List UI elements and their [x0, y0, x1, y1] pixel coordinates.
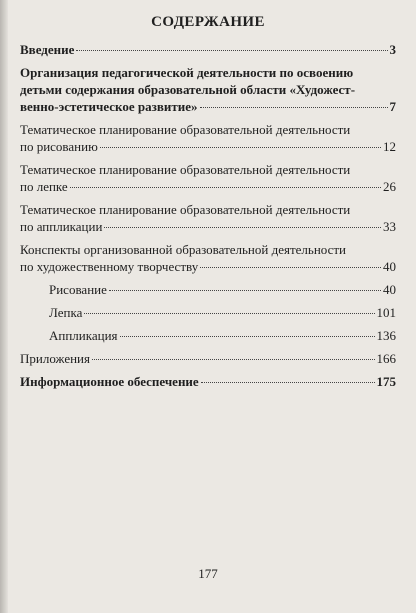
- toc-entry: [20, 241, 396, 275]
- toc-entry-line: [20, 241, 396, 258]
- toc-entry-line: [20, 373, 396, 390]
- toc-entry-title: детьми содержания образовательной области «Художест-: [20, 82, 356, 97]
- toc-entry: [20, 350, 396, 367]
- toc-entry-page: 101: [376, 305, 396, 320]
- dot-leader: [76, 50, 387, 51]
- toc-entry-title: по художественному творчеству: [20, 259, 199, 274]
- toc-entry-line: [20, 258, 396, 275]
- dot-leader: [109, 290, 381, 291]
- table-of-contents: [20, 41, 396, 390]
- dot-leader: [201, 382, 375, 383]
- toc-entry-title: Аппликация: [49, 328, 118, 343]
- toc-entry-page: 175: [376, 374, 396, 389]
- toc-entry-title: Лепка: [49, 305, 83, 320]
- toc-entry-title: Приложения: [20, 351, 90, 366]
- dot-leader: [100, 147, 381, 148]
- toc-entry-line: [20, 98, 396, 115]
- toc-entry-page: 26: [383, 179, 396, 194]
- toc-entry: [20, 373, 396, 390]
- dot-leader: [84, 313, 374, 314]
- toc-entry-page: 136: [376, 328, 396, 343]
- toc-entry: [20, 121, 396, 155]
- toc-entry-line: [20, 218, 396, 235]
- toc-entry-line: [49, 281, 396, 298]
- toc-entry: [20, 281, 396, 298]
- toc-entry: [20, 327, 396, 344]
- dot-leader: [120, 336, 375, 337]
- dot-leader: [104, 227, 381, 228]
- toc-entry-page: 7: [389, 99, 396, 114]
- toc-entry-page: 40: [383, 282, 396, 297]
- toc-entry: [20, 64, 396, 115]
- contents-page: [20, 14, 396, 396]
- toc-entry-line: [20, 201, 396, 218]
- toc-entry-line: [49, 304, 396, 321]
- toc-entry-page: 33: [383, 219, 396, 234]
- dot-leader: [200, 107, 388, 108]
- toc-entry-page: 40: [383, 259, 396, 274]
- toc-entry: [20, 201, 396, 235]
- toc-entry-line: [20, 138, 396, 155]
- toc-entry-title: по лепке: [20, 179, 68, 194]
- toc-entry-line: [20, 41, 396, 58]
- toc-entry-line: [49, 327, 396, 344]
- page-title: СОДЕРЖАНИЕ: [151, 14, 265, 30]
- toc-entry-title: Информационное обеспечение: [20, 374, 199, 389]
- dot-leader: [92, 359, 375, 360]
- toc-entry-title: Организация педагогической деятельности по освоению: [20, 65, 354, 80]
- toc-entry-page: 166: [376, 351, 396, 366]
- toc-entry-title: Конспекты организованной образовательной деятельности: [20, 242, 347, 257]
- toc-entry-title: Рисование: [49, 282, 107, 297]
- toc-entry-line: [20, 121, 396, 138]
- toc-entry-line: [20, 64, 396, 81]
- toc-entry-line: [20, 161, 396, 178]
- book-gutter-shadow: [0, 0, 8, 613]
- toc-entry-page: 12: [383, 139, 396, 154]
- toc-entry-page: 3: [389, 42, 396, 57]
- toc-entry-title: Введение: [20, 42, 75, 57]
- toc-entry-title: Тематическое планирование образовательной деятельности: [20, 202, 351, 217]
- toc-entry-line: [20, 81, 396, 98]
- dot-leader: [200, 267, 381, 268]
- page-number: 177: [198, 566, 218, 581]
- toc-entry-line: [20, 178, 396, 195]
- toc-entry-title: Тематическое планирование образовательной деятельности: [20, 122, 351, 137]
- toc-entry-line: [20, 350, 396, 367]
- toc-entry-title: венно-эстетическое развитие»: [20, 99, 198, 114]
- dot-leader: [70, 187, 381, 188]
- toc-entry-title: Тематическое планирование образовательной деятельности: [20, 162, 351, 177]
- toc-entry-title: по аппликации: [20, 219, 103, 234]
- toc-entry: [20, 304, 396, 321]
- toc-entry-title: по рисованию: [20, 139, 98, 154]
- toc-entry: [20, 161, 396, 195]
- toc-entry: [20, 41, 396, 58]
